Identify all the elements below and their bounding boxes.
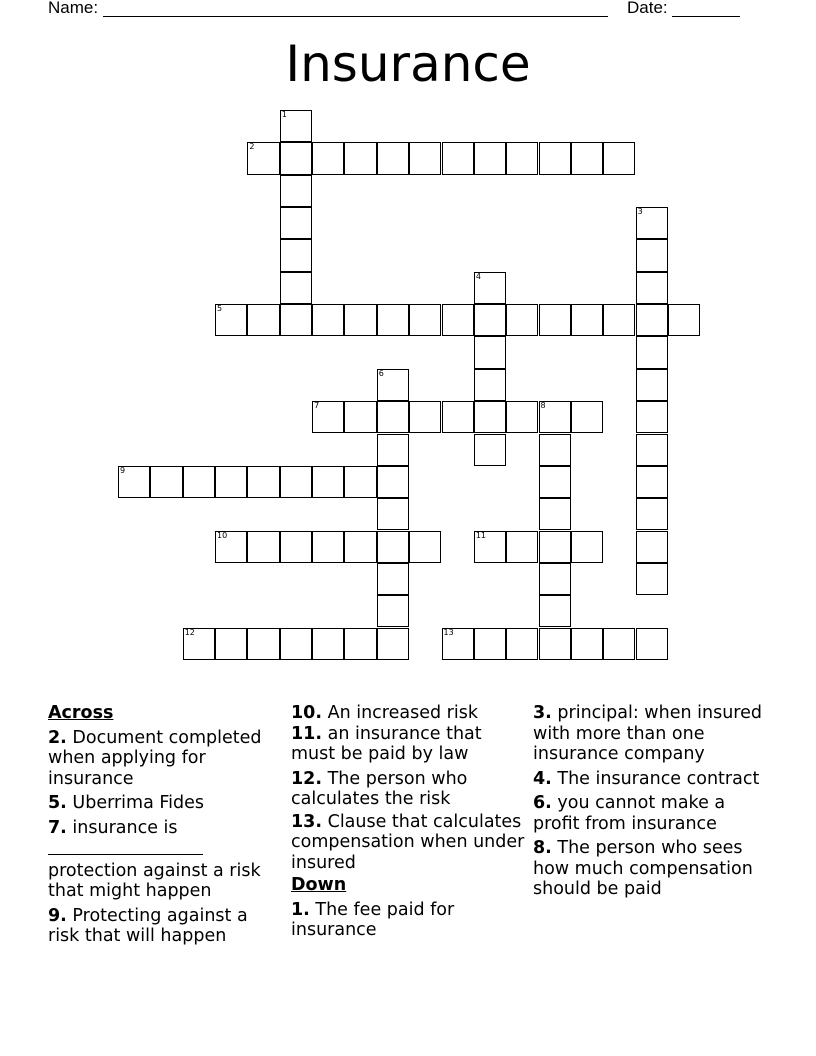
clue-text: An increased risk: [327, 703, 478, 723]
crossword-cell[interactable]: [377, 142, 409, 174]
crossword-cell[interactable]: [636, 369, 668, 401]
crossword-cell[interactable]: [377, 466, 409, 498]
cell-number: 12: [184, 627, 195, 637]
crossword-cell[interactable]: [636, 434, 668, 466]
crossword-cell[interactable]: [474, 369, 506, 401]
crossword-cell[interactable]: [474, 304, 506, 336]
crossword-cell[interactable]: [506, 531, 538, 563]
crossword-cell[interactable]: [506, 401, 538, 433]
crossword-cell[interactable]: [442, 142, 474, 174]
crossword-cell[interactable]: [150, 466, 182, 498]
cell-number: 3: [637, 207, 643, 217]
clue-number: 6.: [533, 793, 552, 813]
crossword-cell[interactable]: [377, 628, 409, 660]
clue-number: 10.: [291, 703, 323, 723]
crossword-cell[interactable]: [539, 142, 571, 174]
crossword-cell[interactable]: [539, 401, 571, 433]
crossword-cell[interactable]: [474, 628, 506, 660]
clue-column-1: [48, 701, 284, 947]
crossword-cell[interactable]: [539, 304, 571, 336]
crossword-cell[interactable]: [183, 466, 215, 498]
cell-number: 1: [281, 110, 287, 119]
crossword-cell[interactable]: [474, 531, 506, 563]
clue-text: The fee paid for insurance: [291, 899, 455, 940]
crossword-cell[interactable]: [636, 401, 668, 433]
crossword-cell[interactable]: [539, 466, 571, 498]
clue-number: 9.: [48, 905, 67, 926]
clue-across-2: [48, 728, 284, 790]
clue-down-6: [533, 793, 773, 834]
clue-down-4: [533, 769, 773, 790]
clue-across-11: [291, 724, 527, 765]
crossword-cell[interactable]: [571, 304, 603, 336]
crossword-cell[interactable]: [474, 272, 506, 304]
crossword-cell[interactable]: [280, 272, 312, 304]
crossword-cell[interactable]: [377, 369, 409, 401]
clue-across-13: [291, 812, 527, 874]
crossword-cell[interactable]: [247, 142, 279, 174]
crossword-cell[interactable]: [636, 272, 668, 304]
crossword-cell[interactable]: [442, 628, 474, 660]
clue-number: 7.: [48, 817, 67, 838]
crossword-cell[interactable]: [571, 531, 603, 563]
cell-number: 13: [443, 627, 454, 637]
clue-number: 13.: [291, 811, 323, 832]
crossword-cell[interactable]: [539, 498, 571, 530]
clue-number: 3.: [533, 703, 552, 723]
crossword-cell[interactable]: [474, 434, 506, 466]
clue-text: The insurance contract: [557, 768, 760, 789]
across-heading: Across: [48, 703, 114, 723]
crossword-cell[interactable]: [636, 531, 668, 563]
crossword-cell[interactable]: [603, 304, 635, 336]
crossword-cell[interactable]: [280, 466, 312, 498]
crossword-cell[interactable]: [215, 628, 247, 660]
cell-number: 10: [217, 530, 228, 540]
crossword-cell[interactable]: [506, 142, 538, 174]
crossword-cell[interactable]: [636, 304, 668, 336]
cell-number: 2: [249, 142, 255, 152]
answer-blank: [48, 838, 203, 855]
crossword-cell[interactable]: [442, 304, 474, 336]
crossword-cell[interactable]: [280, 175, 312, 207]
crossword-cell[interactable]: [636, 628, 668, 660]
crossword-cell[interactable]: [571, 142, 603, 174]
crossword-cell[interactable]: [377, 563, 409, 595]
crossword-cell[interactable]: [636, 563, 668, 595]
clue-text: Protecting against a risk that will happen: [48, 905, 248, 946]
name-label: Name:: [48, 0, 99, 17]
clue-down-1: [291, 900, 527, 941]
cell-number: 5: [217, 304, 223, 314]
clue-text: Document completed when applying for insurance: [48, 727, 262, 789]
crossword-cell[interactable]: [344, 304, 376, 336]
clue-text: principal: when insured with more than one insurance company: [533, 703, 762, 764]
crossword-cell[interactable]: [377, 498, 409, 530]
crossword-cell[interactable]: [215, 304, 247, 336]
clue-across-10: [291, 703, 527, 724]
crossword-cell[interactable]: [344, 531, 376, 563]
page-title: Insurance: [285, 35, 531, 93]
down-heading: Down: [291, 875, 347, 895]
clue-across-7: [48, 818, 284, 902]
crossword-cell[interactable]: [636, 207, 668, 239]
crossword-cell[interactable]: [118, 466, 150, 498]
clue-number: 11.: [291, 723, 323, 744]
crossword-cell[interactable]: [215, 466, 247, 498]
clue-across-9: [48, 906, 284, 947]
clue-text: an insurance that must be paid by law: [291, 723, 482, 764]
crossword-cell[interactable]: [280, 110, 312, 142]
crossword-cell[interactable]: [377, 304, 409, 336]
clue-across-12: [291, 769, 527, 810]
clue-number: 1.: [291, 899, 310, 920]
crossword-cell[interactable]: [280, 304, 312, 336]
crossword-cell[interactable]: [280, 531, 312, 563]
crossword-cell[interactable]: [539, 563, 571, 595]
date-label: Date:: [627, 0, 668, 17]
crossword-cell[interactable]: [474, 401, 506, 433]
cell-number: 6: [378, 368, 384, 378]
clue-text: you cannot make a profit from insurance: [533, 793, 726, 834]
crossword-cell[interactable]: [312, 531, 344, 563]
clue-down-3: [533, 703, 773, 765]
clue-number: 8.: [533, 838, 552, 858]
crossword-cell[interactable]: [539, 531, 571, 563]
clue-column-2: [291, 701, 527, 941]
crossword-cell[interactable]: [603, 628, 635, 660]
crossword-cell[interactable]: [183, 628, 215, 660]
crossword-cell[interactable]: [247, 628, 279, 660]
crossword-cell[interactable]: [344, 142, 376, 174]
crossword-cell[interactable]: [344, 466, 376, 498]
crossword-cell[interactable]: [280, 628, 312, 660]
clue-number: 2.: [48, 727, 67, 748]
clue-text: The person who sees how much compensation should be paid: [533, 838, 753, 899]
crossword-cell[interactable]: [506, 304, 538, 336]
crossword-cell[interactable]: [539, 434, 571, 466]
crossword-cell[interactable]: [280, 239, 312, 271]
crossword-cell[interactable]: [571, 401, 603, 433]
crossword-cell[interactable]: [409, 531, 441, 563]
crossword-cell[interactable]: [636, 498, 668, 530]
cell-number: 11: [475, 530, 487, 540]
crossword-cell[interactable]: [636, 336, 668, 368]
crossword-cell[interactable]: [247, 531, 279, 563]
crossword-cell[interactable]: [668, 304, 700, 336]
crossword-cell[interactable]: [312, 466, 344, 498]
crossword-cell[interactable]: [247, 304, 279, 336]
crossword-cell[interactable]: [344, 628, 376, 660]
clue-text: protection against a risk that might happen: [48, 860, 261, 901]
crossword-cell[interactable]: [636, 239, 668, 271]
clue-text: Clause that calculates compensation when under insured: [291, 811, 525, 873]
clue-number: 5.: [48, 793, 67, 813]
crossword-cell[interactable]: [474, 336, 506, 368]
crossword-cell[interactable]: [409, 401, 441, 433]
crossword-cell[interactable]: [377, 595, 409, 627]
clue-across-5: [48, 793, 284, 814]
crossword-cell[interactable]: [312, 142, 344, 174]
crossword-cell[interactable]: [312, 401, 344, 433]
crossword-cell[interactable]: [409, 304, 441, 336]
clue-text: insurance is: [72, 817, 178, 838]
crossword-cell[interactable]: [377, 531, 409, 563]
clue-number: 12.: [291, 768, 323, 789]
clue-number: 4.: [533, 768, 552, 789]
clue-text: The person who calculates the risk: [291, 768, 468, 809]
crossword-cell[interactable]: [474, 142, 506, 174]
cell-number: 4: [475, 271, 481, 281]
crossword-cell[interactable]: [377, 401, 409, 433]
crossword-cell[interactable]: [344, 401, 376, 433]
crossword-cell[interactable]: [571, 628, 603, 660]
clue-text: Uberrima Fides: [72, 793, 205, 813]
crossword-cell[interactable]: [312, 628, 344, 660]
crossword-cell[interactable]: [539, 595, 571, 627]
clue-down-8: [533, 838, 773, 900]
crossword-cell[interactable]: [280, 207, 312, 239]
crossword-cell[interactable]: [636, 466, 668, 498]
crossword-cell[interactable]: [603, 142, 635, 174]
crossword-cell[interactable]: [442, 401, 474, 433]
crossword-cell[interactable]: [215, 531, 247, 563]
crossword-cell[interactable]: [539, 628, 571, 660]
crossword-cell[interactable]: [377, 434, 409, 466]
cell-number: 9: [120, 465, 126, 475]
crossword-cell[interactable]: [506, 628, 538, 660]
clue-column-3: [533, 701, 773, 900]
crossword-cell[interactable]: [409, 142, 441, 174]
crossword-cell[interactable]: [312, 304, 344, 336]
crossword-cell[interactable]: [247, 466, 279, 498]
crossword-cell[interactable]: [280, 142, 312, 174]
cell-number: 8: [540, 401, 546, 411]
cell-number: 7: [314, 401, 320, 411]
